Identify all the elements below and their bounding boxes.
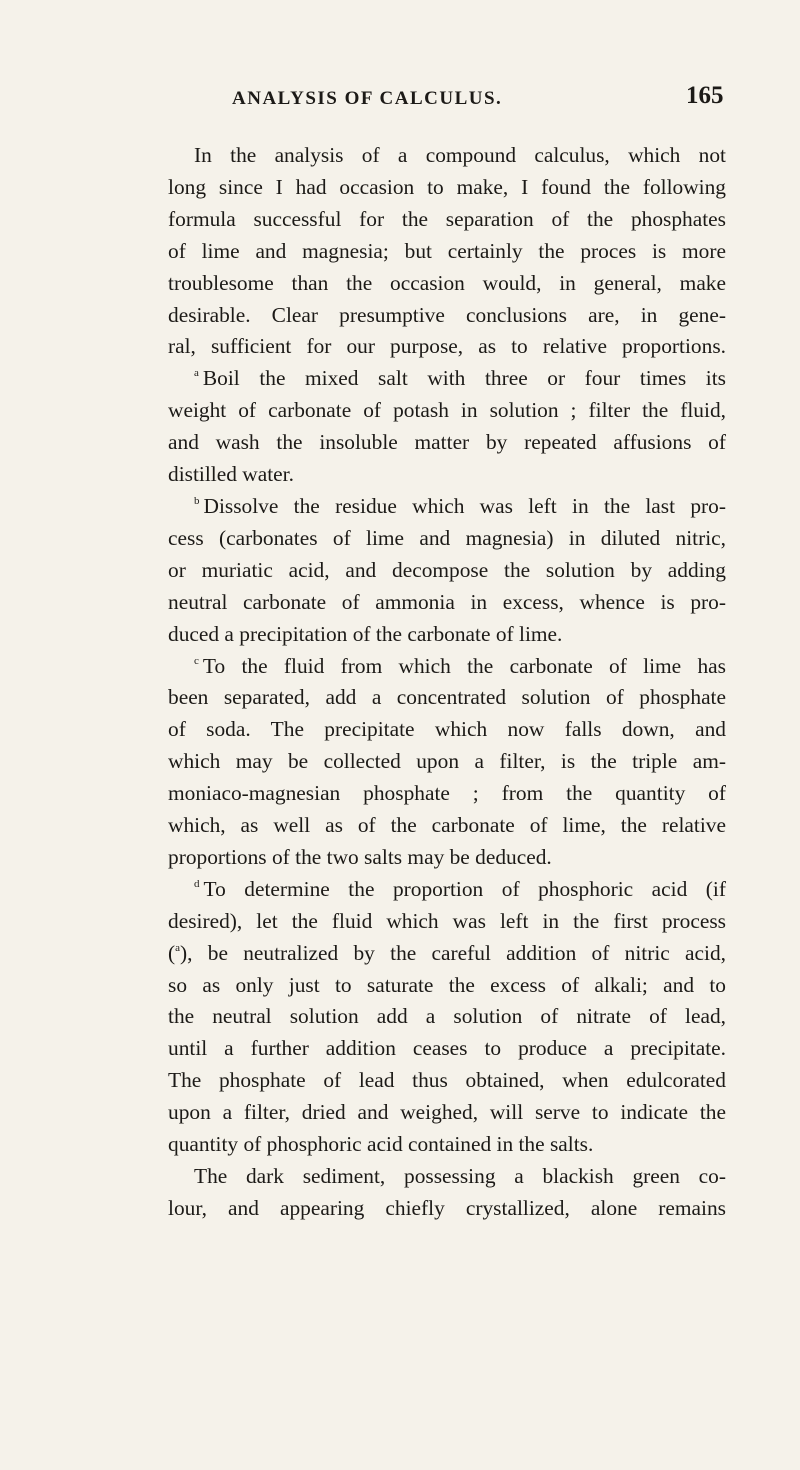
text-line: formula successful for the separation of the phosphates	[168, 206, 726, 231]
ref-marker: a	[175, 941, 181, 954]
text-line: upon a filter, dried and weighed, will serve to indicate the	[168, 1100, 726, 1125]
text-line: ), be neutralized by the careful addition of nitric acid,	[180, 940, 726, 965]
text-line: Boil the mixed salt with three or four times its	[202, 366, 726, 391]
text-line: so as only just to saturate the excess of alkali; and to	[168, 972, 726, 997]
text-line: quantity of phosphoric acid contained in the salts.	[168, 1132, 594, 1157]
text-line: which, as well as of the carbonate of lime, the relative	[168, 813, 726, 838]
text-line: desirable. Clear presumptive conclusions are, in gene-	[168, 302, 726, 327]
text-line: proportions of the two salts may be deduced.	[168, 844, 552, 869]
body-text	[168, 140, 726, 1225]
text-line-ref	[168, 938, 726, 970]
text-line-step-c	[168, 651, 726, 683]
text-line: ral, sufficient for our purpose, as to relative proportions.	[168, 334, 726, 359]
ref-open: (	[168, 940, 176, 965]
text-line: In the analysis of a compound calculus, which not	[194, 143, 726, 167]
page-header	[0, 82, 800, 118]
text-line-step-b	[168, 491, 726, 523]
text-line: neutral carbonate of ammonia in excess, whence is pro-	[168, 589, 726, 614]
text-line: moniaco-magnesian phosphate ; from the quantity of	[168, 781, 726, 806]
text-line: Dissolve the residue which was left in the last pro-	[203, 493, 726, 518]
text-line: The dark sediment, possessing a blackish green co-	[194, 1164, 726, 1188]
text-line: of soda. The precipitate which now falls down, and	[168, 717, 726, 742]
text-line-step-d	[168, 874, 726, 906]
page-number: 165	[686, 82, 724, 109]
text-line: long since I had occasion to make, I found the following	[168, 174, 726, 199]
footnote-marker: b	[194, 494, 200, 507]
text-line: the neutral solution add a solution of nitrate of lead,	[168, 1004, 726, 1029]
text-line: To determine the proportion of phosphoric acid (if	[203, 876, 726, 901]
text-line: until a further addition ceases to produce a precipitate.	[168, 1036, 726, 1061]
text-line: and wash the insoluble matter by repeated affusions of	[168, 430, 726, 455]
footnote-marker: c	[194, 654, 199, 667]
text-line: desired), let the fluid which was left in the first process	[168, 908, 726, 933]
text-line-step-a	[168, 363, 726, 395]
text-line: To the fluid from which the carbonate of lime has	[202, 653, 726, 678]
text-line: or muriatic acid, and decompose the solution by adding	[168, 557, 726, 582]
text-line: troublesome than the occasion would, in general, make	[168, 270, 726, 295]
text-line: duced a precipitation of the carbonate of lime.	[168, 621, 563, 646]
running-head: ANALYSIS OF CALCULUS.	[232, 88, 503, 109]
text-line: The phosphate of lead thus obtained, when edulcorated	[168, 1068, 726, 1093]
text-line: lour, and appearing chiefly crystallized, alone remains	[168, 1195, 726, 1220]
text-line: weight of carbonate of potash in solution ; filter the fluid,	[168, 398, 726, 423]
footnote-marker: d	[194, 877, 200, 890]
text-line: been separated, add a concentrated solution of phosphate	[168, 685, 726, 710]
text-line: distilled water.	[168, 462, 294, 487]
footnote-marker: a	[194, 367, 199, 380]
text-line: which may be collected upon a filter, is the triple am-	[168, 749, 726, 774]
text-line: of lime and magnesia; but certainly the proces is more	[168, 238, 726, 263]
text-line: cess (carbonates of lime and magnesia) in diluted nitric,	[168, 525, 726, 550]
